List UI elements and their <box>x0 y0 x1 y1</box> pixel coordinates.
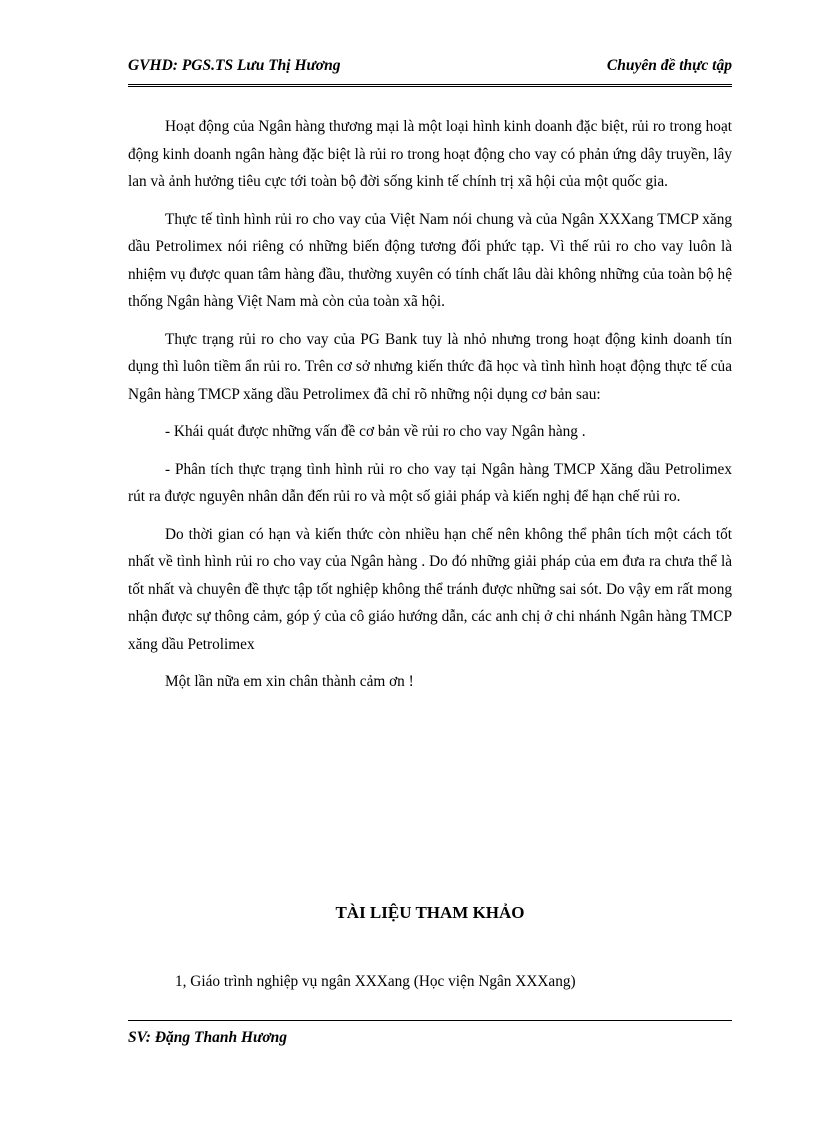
paragraph-bullet-overview: - Khái quát được những vấn đề cơ bản về rủi ro cho vay Ngân hàng . <box>165 423 586 440</box>
paragraph-bullet-analysis: - Phân tích thực trạng tình hình rủi ro cho vay tại Ngân hàng TMCP Xăng dầu Petrolimex rút ra được nguyên nhân dẫn đến rủi ro và một số giải pháp và kiến nghị để hạn chế rủi ro. <box>128 460 732 505</box>
header-supervisor: GVHD: PGS.TS Lưu Thị Hương <box>128 57 341 74</box>
body-text <box>128 113 732 706</box>
reference-item: 1, Giáo trình nghiệp vụ ngân XXXang (Học viện Ngân XXXang) <box>175 973 576 990</box>
header-document-type: Chuyên đề thực tập <box>606 57 732 74</box>
paragraph-status: Thực trạng rủi ro cho vay của PG Bank tuy là nhỏ nhưng trong hoạt động kinh doanh tín dụng thì luôn tiềm ẩn rủi ro. Trên cơ sở nhưng kiến thức đã học và tình hình hoạt động thực tế của Ngân hàng TMCP xăng dầu Petrolimex đã chỉ rõ những nội dụng cơ bản sau: <box>128 330 732 403</box>
footer-divider <box>128 1020 732 1021</box>
paragraph-limitations: Do thời gian có hạn và kiến thức còn nhiều hạn chế nên không thể phân tích một cách tốt nhất về tình hình rủi ro cho vay của Ngân hàng . Do đó những giải pháp của em đưa ra chưa thể là tốt nhất và chuyên đề thực tập tốt nghiệp không thể tránh được những sai sót. Do vậy em rất mong nhận được sự thông cảm, góp ý của cô giáo hướng dẫn, các anh chị ở chi nhánh Ngân hàng TMCP xăng dầu Petrolimex <box>128 525 732 653</box>
references-title: TÀI LIỆU THAM KHẢO <box>335 903 525 922</box>
paragraph-reality: Thực tế tình hình rủi ro cho vay của Việt Nam nói chung và của Ngân XXXang TMCP xăng dầu Petrolimex nói riêng có những biến động tương đối phức tạp. Vì thế rủi ro cho vay luôn là nhiệm vụ được quan tâm hàng đầu, thường xuyên có tính chất lâu dài không những của toàn bộ hệ thống Ngân hàng Việt Nam mà còn của toàn xã hội. <box>128 210 732 310</box>
paragraph-intro: Hoạt động của Ngân hàng thương mại là một loại hình kinh doanh đặc biệt, rủi ro trong hoạt động kinh doanh ngân hàng đặc biệt là rủi ro trong hoạt động cho vay có phản ứng dây truyền, lây lan và ảnh hưởng tiêu cực tới toàn bộ đời sống kinh tế chính trị xã hội của một quốc gia. <box>128 118 732 190</box>
page-header <box>128 57 732 81</box>
header-divider <box>128 84 732 87</box>
paragraph-thanks: Một lần nữa em xin chân thành cảm ơn ! <box>165 673 414 690</box>
footer-student: SV: Đặng Thanh Hương <box>128 1029 288 1046</box>
